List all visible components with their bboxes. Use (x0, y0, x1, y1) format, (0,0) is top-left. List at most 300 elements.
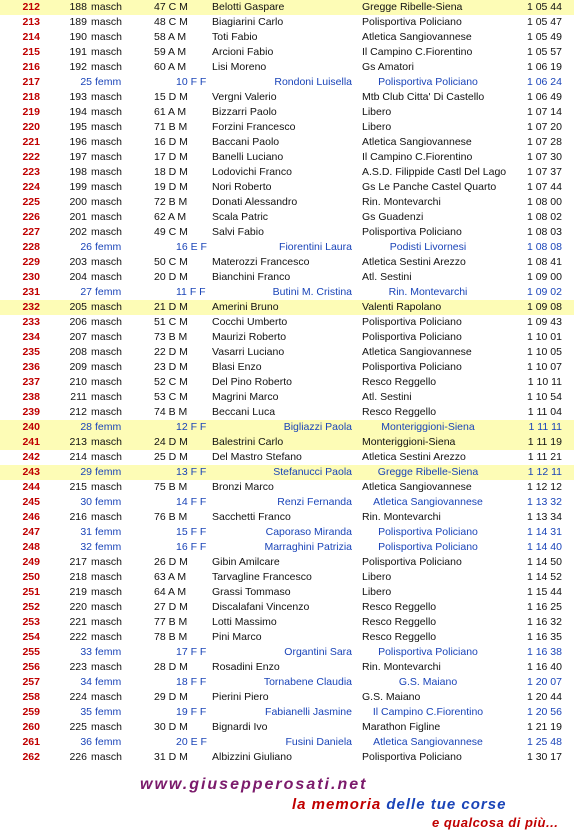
cell-pos: 256 (22, 661, 40, 673)
cell-cat: 10 F F (176, 76, 207, 88)
cell-club: Libero (362, 121, 392, 133)
cell-pos: 215 (22, 46, 40, 58)
cell-pos: 214 (22, 31, 40, 43)
cell-cat: 22 D M (154, 346, 188, 358)
table-row (0, 450, 574, 465)
cell-time: 1 16 35 (526, 631, 562, 643)
table-row (0, 660, 574, 675)
cell-club: Libero (362, 106, 392, 118)
cell-time: 1 10 54 (526, 391, 562, 403)
cell-club: Polisportiva Policiano (378, 541, 478, 553)
cell-bib: 221 (69, 616, 87, 628)
cell-club: Monteriggioni-Siena (381, 421, 475, 433)
cell-time: 1 15 44 (526, 586, 562, 598)
cell-name: Pierini Piero (212, 691, 269, 703)
cell-pos: 216 (22, 61, 40, 73)
cell-cat: 20 D M (154, 271, 188, 283)
cell-name: Cocchi Umberto (212, 316, 288, 328)
cell-name: Scala Patric (212, 211, 269, 223)
cell-name: Rondoni Luisella (274, 76, 352, 88)
cell-sex: femm (95, 286, 122, 298)
cell-cat: 25 D M (154, 451, 188, 463)
cell-time: 1 16 38 (526, 646, 562, 658)
cell-bib: 205 (69, 301, 87, 313)
cell-bib: 198 (69, 166, 87, 178)
cell-pos: 259 (22, 706, 40, 718)
cell-cat: 47 C M (154, 1, 188, 13)
cell-name: Grassi Tommaso (212, 586, 291, 598)
table-row (0, 375, 574, 390)
table-row (0, 405, 574, 420)
cell-name: Lodovichi Franco (212, 166, 292, 178)
cell-time: 1 08 02 (526, 211, 562, 223)
cell-sex: femm (95, 706, 122, 718)
cell-name: Organtini Sara (284, 646, 352, 658)
cell-sex: masch (91, 451, 122, 463)
cell-name: Biagiarini Carlo (212, 16, 284, 28)
cell-cat: 24 D M (154, 436, 188, 448)
cell-sex: masch (91, 316, 122, 328)
cell-pos: 235 (22, 346, 40, 358)
cell-club: Polisportiva Policiano (362, 16, 462, 28)
cell-club: Resco Reggello (362, 631, 437, 643)
table-row (0, 105, 574, 120)
cell-time: 1 10 11 (527, 376, 562, 388)
cell-cat: 27 D M (154, 601, 188, 613)
table-row (0, 690, 574, 705)
cell-name: Vergni Valerio (212, 91, 277, 103)
cell-pos: 243 (22, 466, 40, 478)
cell-time: 1 09 08 (526, 301, 562, 313)
cell-club: Polisportiva Policiano (378, 526, 478, 538)
cell-time: 1 07 30 (526, 151, 562, 163)
cell-cat: 49 C M (154, 226, 188, 238)
cell-club: Atletica Sangiovannese (362, 31, 472, 43)
table-row (0, 600, 574, 615)
cell-club: Rin. Montevarchi (388, 286, 468, 298)
cell-name: Renzi Fernanda (277, 496, 352, 508)
cell-name: Bignardi Ivo (212, 721, 268, 733)
cell-bib: 202 (69, 226, 87, 238)
table-row (0, 315, 574, 330)
cell-sex: masch (91, 751, 122, 763)
table-row (0, 540, 574, 555)
cell-bib: 226 (69, 751, 87, 763)
cell-cat: 18 F F (176, 676, 207, 688)
cell-time: 1 05 44 (526, 1, 562, 13)
cell-cat: 16 F F (176, 541, 207, 553)
cell-pos: 251 (22, 586, 40, 598)
cell-club: Gs Amatori (362, 61, 414, 73)
cell-bib: 25 (80, 76, 92, 88)
cell-sex: masch (91, 121, 122, 133)
cell-club: Polisportiva Policiano (362, 331, 462, 343)
cell-time: 1 13 34 (526, 511, 562, 523)
cell-time: 1 05 57 (526, 46, 562, 58)
table-row (0, 120, 574, 135)
cell-bib: 190 (69, 31, 87, 43)
table-row (0, 165, 574, 180)
cell-name: Toti Fabio (212, 31, 258, 43)
cell-name: Albizzini Giuliano (212, 751, 292, 763)
cell-sex: femm (95, 526, 122, 538)
table-row (0, 195, 574, 210)
cell-name: Balestrini Carlo (212, 436, 284, 448)
cell-club: Polisportiva Policiano (362, 316, 462, 328)
cell-name: Del Mastro Stefano (212, 451, 302, 463)
cell-sex: masch (91, 556, 122, 568)
table-row (0, 15, 574, 30)
cell-pos: 225 (22, 196, 40, 208)
cell-sex: masch (91, 661, 122, 673)
cell-sex: masch (91, 481, 122, 493)
cell-pos: 231 (22, 286, 40, 298)
cell-name: Lisi Moreno (212, 61, 267, 73)
cell-time: 1 16 40 (526, 661, 562, 673)
cell-club: Atletica Sestini Arezzo (362, 256, 466, 268)
cell-time: 1 08 00 (526, 196, 562, 208)
cell-pos: 248 (22, 541, 40, 553)
site-url[interactable]: www.giusepperosati.net (140, 776, 368, 793)
cell-time: 1 09 02 (526, 286, 562, 298)
cell-sex: masch (91, 601, 122, 613)
cell-pos: 239 (22, 406, 40, 418)
cell-time: 1 07 44 (526, 181, 562, 193)
cell-name: Forzini Francesco (212, 121, 296, 133)
table-row (0, 270, 574, 285)
cell-cat: 61 A M (154, 106, 187, 118)
cell-pos: 249 (22, 556, 40, 568)
cell-name: Gibin Amilcare (212, 556, 280, 568)
cell-pos: 234 (22, 331, 40, 343)
table-row (0, 0, 574, 15)
cell-club: G.S. Maiano (398, 676, 458, 688)
cell-club: Monteriggioni-Siena (362, 436, 456, 448)
cell-name: Del Pino Roberto (212, 376, 292, 388)
cell-club: A.S.D. Filippide Castl Del Lago (362, 166, 507, 178)
cell-pos: 241 (22, 436, 40, 448)
cell-club: Resco Reggello (362, 616, 437, 628)
cell-bib: 196 (69, 136, 87, 148)
table-row (0, 510, 574, 525)
cell-cat: 31 D M (154, 751, 188, 763)
cell-cat: 73 B M (154, 331, 188, 343)
cell-name: Caporaso Miranda (265, 526, 352, 538)
cell-club: Polisportiva Policiano (362, 361, 462, 373)
cell-name: Materozzi Francesco (212, 256, 310, 268)
cell-cat: 16 E F (176, 241, 207, 253)
cell-pos: 250 (22, 571, 40, 583)
cell-club: Gs Guadenzi (362, 211, 424, 223)
cell-cat: 63 A M (154, 571, 187, 583)
cell-time: 1 25 48 (526, 736, 562, 748)
cell-sex: masch (91, 16, 122, 28)
table-row (0, 90, 574, 105)
table-row (0, 720, 574, 735)
table-row (0, 420, 574, 435)
cell-time: 1 14 31 (526, 526, 562, 538)
cell-club: Gregge Ribelle-Siena (377, 466, 479, 478)
cell-club: Podisti Livornesi (389, 241, 467, 253)
cell-pos: 254 (22, 631, 40, 643)
cell-bib: 36 (80, 736, 92, 748)
cell-sex: masch (91, 586, 122, 598)
table-row (0, 180, 574, 195)
table-row (0, 585, 574, 600)
cell-time: 1 14 40 (526, 541, 562, 553)
cell-pos: 228 (22, 241, 40, 253)
cell-cat: 52 C M (154, 376, 188, 388)
cell-cat: 51 C M (154, 316, 188, 328)
cell-sex: masch (91, 181, 122, 193)
tagline (292, 796, 506, 813)
cell-bib: 189 (69, 16, 87, 28)
cell-club: Marathon Figline (362, 721, 441, 733)
cell-time: 1 07 20 (526, 121, 562, 133)
cell-sex: masch (91, 301, 122, 313)
cell-pos: 221 (22, 136, 40, 148)
cell-name: Beccani Luca (212, 406, 276, 418)
table-row (0, 555, 574, 570)
cell-name: Bizzarri Paolo (212, 106, 277, 118)
cell-bib: 201 (69, 211, 87, 223)
cell-cat: 16 D M (154, 136, 188, 148)
cell-sex: masch (91, 616, 122, 628)
cell-name: Baccani Paolo (212, 136, 280, 148)
cell-time: 1 12 11 (527, 466, 562, 478)
cell-name: Pini Marco (212, 631, 262, 643)
cell-sex: masch (91, 436, 122, 448)
cell-pos: 260 (22, 721, 40, 733)
table-row (0, 390, 574, 405)
cell-pos: 220 (22, 121, 40, 133)
cell-time: 1 20 44 (526, 691, 562, 703)
cell-cat: 14 F F (176, 496, 207, 508)
cell-club: Gregge Ribelle-Siena (362, 1, 463, 13)
cell-bib: 195 (69, 121, 87, 133)
cell-sex: masch (91, 571, 122, 583)
cell-bib: 214 (69, 451, 87, 463)
cell-time: 1 10 07 (526, 361, 562, 373)
cell-name: Butini M. Cristina (272, 286, 352, 298)
cell-cat: 75 B M (154, 481, 188, 493)
cell-name: Banelli Luciano (212, 151, 284, 163)
cell-bib: 225 (69, 721, 87, 733)
tagline-part-2: delle tue corse (386, 796, 507, 813)
cell-name: Fusini Daniela (285, 736, 352, 748)
cell-pos: 230 (22, 271, 40, 283)
cell-name: Discalafani Vincenzo (212, 601, 310, 613)
cell-pos: 224 (22, 181, 40, 193)
table-row (0, 30, 574, 45)
cell-sex: masch (91, 61, 122, 73)
cell-bib: 222 (69, 631, 87, 643)
cell-name: Rosadini Enzo (212, 661, 280, 673)
cell-pos: 252 (22, 601, 40, 613)
cell-sex: femm (95, 76, 122, 88)
cell-bib: 215 (69, 481, 87, 493)
cell-time: 1 09 00 (526, 271, 562, 283)
cell-bib: 219 (69, 586, 87, 598)
cell-sex: masch (91, 376, 122, 388)
cell-club: Polisportiva Policiano (362, 556, 462, 568)
cell-bib: 223 (69, 661, 87, 673)
cell-time: 1 16 25 (526, 601, 562, 613)
cell-cat: 50 C M (154, 256, 188, 268)
cell-club: Rin. Montevarchi (362, 661, 441, 673)
cell-time: 1 12 12 (526, 481, 562, 493)
cell-cat: 15 D M (154, 91, 188, 103)
cell-sex: masch (91, 361, 122, 373)
cell-name: Donati Alessandro (212, 196, 298, 208)
table-row (0, 705, 574, 720)
cell-pos: 258 (22, 691, 40, 703)
cell-time: 1 07 14 (526, 106, 562, 118)
cell-pos: 229 (22, 256, 40, 268)
cell-club: Polisportiva Policiano (378, 646, 478, 658)
cell-sex: masch (91, 406, 122, 418)
table-row (0, 525, 574, 540)
cell-time: 1 10 05 (526, 346, 562, 358)
cell-bib: 31 (80, 526, 92, 538)
table-row (0, 360, 574, 375)
cell-club: Atl. Sestini (362, 271, 412, 283)
cell-pos: 213 (22, 16, 40, 28)
table-row (0, 615, 574, 630)
cell-time: 1 14 50 (526, 556, 562, 568)
cell-name: Bigliazzi Paola (283, 421, 352, 433)
cell-club: Atl. Sestini (362, 391, 412, 403)
table-row (0, 285, 574, 300)
cell-pos: 238 (22, 391, 40, 403)
cell-sex: masch (91, 331, 122, 343)
tagline-part-1: la memoria (292, 796, 387, 813)
cell-name: Blasi Enzo (212, 361, 262, 373)
cell-sex: masch (91, 46, 122, 58)
cell-time: 1 14 52 (526, 571, 562, 583)
cell-bib: 211 (70, 391, 87, 403)
cell-time: 1 06 19 (526, 61, 562, 73)
cell-bib: 210 (69, 376, 87, 388)
cell-pos: 244 (22, 481, 40, 493)
cell-bib: 206 (69, 316, 87, 328)
cell-bib: 30 (80, 496, 92, 508)
cell-bib: 213 (69, 436, 87, 448)
cell-name: Sacchetti Franco (212, 511, 291, 523)
cell-cat: 78 B M (154, 631, 188, 643)
table-row (0, 675, 574, 690)
cell-bib: 26 (80, 241, 92, 253)
table-row (0, 150, 574, 165)
cell-sex: femm (95, 676, 122, 688)
cell-name: Tarvagline Francesco (212, 571, 312, 583)
cell-bib: 27 (80, 286, 92, 298)
cell-bib: 29 (80, 466, 92, 478)
cell-bib: 35 (80, 706, 92, 718)
cell-sex: masch (91, 211, 122, 223)
cell-bib: 199 (69, 181, 87, 193)
cell-bib: 200 (69, 196, 87, 208)
cell-club: Libero (362, 586, 392, 598)
cell-name: Vasarri Luciano (212, 346, 285, 358)
cell-cat: 15 F F (176, 526, 207, 538)
cell-name: Fabianelli Jasmine (265, 706, 352, 718)
cell-name: Arcioni Fabio (212, 46, 274, 58)
table-row (0, 255, 574, 270)
cell-club: G.S. Maiano (362, 691, 421, 703)
cell-pos: 236 (22, 361, 40, 373)
cell-pos: 226 (22, 211, 40, 223)
table-row (0, 300, 574, 315)
cell-bib: 208 (69, 346, 87, 358)
cell-pos: 242 (22, 451, 40, 463)
cell-name: Marraghini Patrizia (264, 541, 352, 553)
cell-name: Stefanucci Paola (273, 466, 352, 478)
cell-time: 1 07 37 (526, 166, 562, 178)
cell-cat: 64 A M (154, 586, 187, 598)
cell-pos: 212 (22, 1, 40, 13)
table-row (0, 210, 574, 225)
cell-club: Resco Reggello (362, 601, 437, 613)
cell-sex: masch (91, 1, 122, 13)
cell-club: Atletica Sangiovannese (373, 736, 483, 748)
cell-cat: 21 D M (154, 301, 188, 313)
cell-sex: femm (95, 646, 122, 658)
cell-time: 1 11 21 (527, 451, 562, 463)
cell-time: 1 08 08 (526, 241, 562, 253)
cell-pos: 232 (22, 301, 40, 313)
cell-club: Atletica Sangiovannese (373, 496, 483, 508)
cell-time: 1 05 47 (526, 16, 562, 28)
cell-sex: masch (91, 691, 122, 703)
cell-pos: 222 (22, 151, 40, 163)
cell-bib: 197 (69, 151, 87, 163)
cell-bib: 216 (69, 511, 87, 523)
cell-name: Magrini Marco (212, 391, 279, 403)
table-row (0, 480, 574, 495)
cell-sex: masch (91, 136, 122, 148)
cell-pos: 257 (22, 676, 40, 688)
cell-sex: masch (91, 631, 122, 643)
table-row (0, 570, 574, 585)
cell-cat: 13 F F (176, 466, 207, 478)
table-row (0, 60, 574, 75)
cell-club: Il Campino C.Fiorentino (362, 151, 473, 163)
cell-bib: 192 (69, 61, 87, 73)
cell-pos: 245 (22, 496, 40, 508)
table-row (0, 630, 574, 645)
cell-sex: masch (91, 511, 122, 523)
cell-sex: masch (91, 256, 122, 268)
cell-sex: masch (91, 91, 122, 103)
cell-pos: 227 (22, 226, 40, 238)
cell-cat: 11 F F (176, 286, 206, 298)
cell-time: 1 21 19 (526, 721, 562, 733)
cell-bib: 204 (69, 271, 87, 283)
cell-sex: masch (91, 151, 122, 163)
cell-time: 1 11 19 (527, 436, 562, 448)
cell-name: Nori Roberto (212, 181, 272, 193)
cell-pos: 233 (22, 316, 40, 328)
table-row (0, 75, 574, 90)
cell-bib: 28 (80, 421, 92, 433)
table-row (0, 45, 574, 60)
cell-sex: femm (95, 541, 122, 553)
cell-cat: 30 D M (154, 721, 188, 733)
cell-cat: 62 A M (154, 211, 187, 223)
cell-pos: 262 (22, 751, 40, 763)
cell-time: 1 30 17 (526, 751, 562, 763)
